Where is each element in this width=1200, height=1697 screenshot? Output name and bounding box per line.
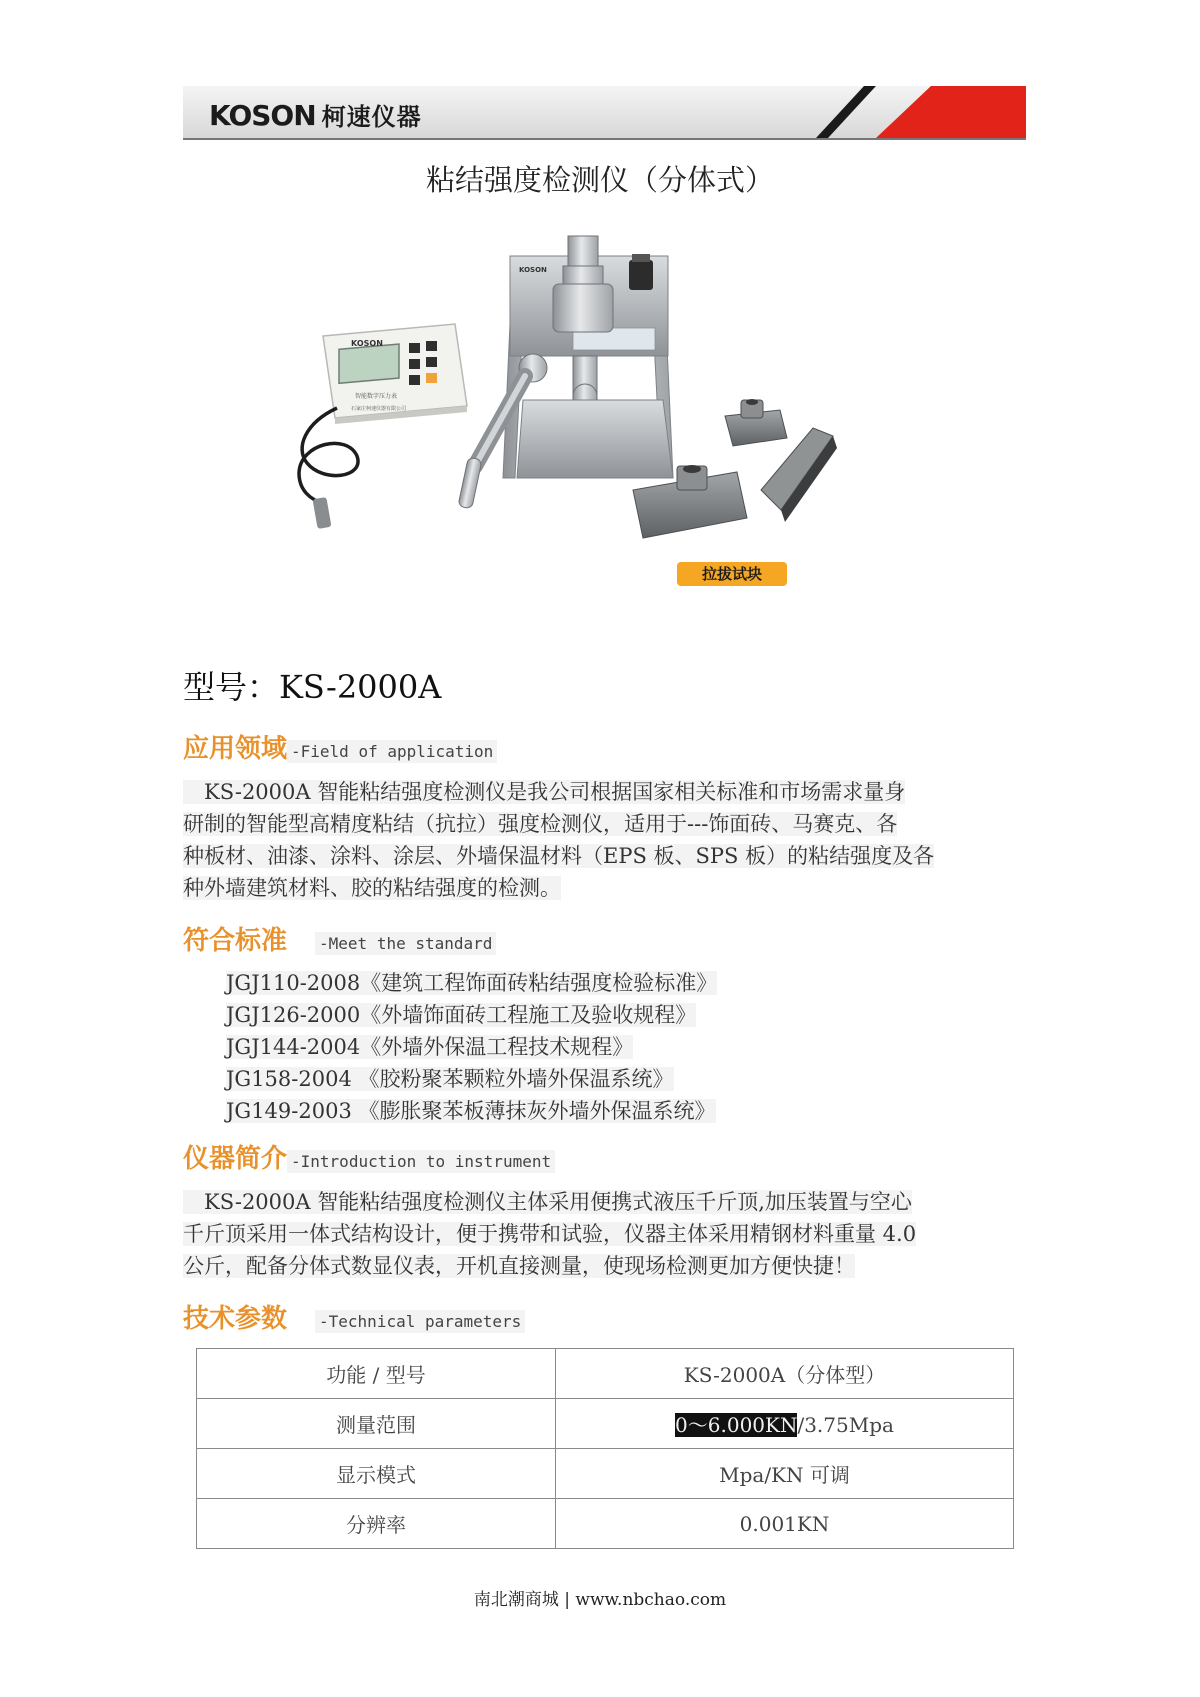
meter-maker: 石家庄柯速仪器有限公司 <box>351 406 407 412</box>
paragraph-line: 种板材、油漆、涂料、涂层、外墙保温材料（EPS 板、SPS 板）的粘结强度及各 <box>183 844 935 868</box>
section-standard-heading <box>183 920 496 957</box>
paragraph-line: 公斤，配备分体式数显仪表，开机直接测量，使现场检测更加方便快捷！ <box>183 1254 855 1278</box>
document-title: 粘结强度检测仪（分体式） <box>425 163 774 197</box>
standard-item: JGJ126-2000《外墙饰面砖工程施工及验收规程》 <box>226 1003 697 1027</box>
range-suffix: /3.75Mpa <box>797 1413 894 1437</box>
paragraph-line: 千斤顶采用一体式结构设计，便于携带和试验，仪器主体采用精钢材料重量 4.0 <box>183 1222 917 1246</box>
section-title-cn: 技术参数 <box>183 1304 288 1334</box>
table-cell-label: 功能 / 型号 <box>197 1349 556 1399</box>
table-cell-label: 显示模式 <box>197 1449 556 1499</box>
section-title-en: -Technical parameters <box>315 1310 525 1333</box>
paragraph-line: KS-2000A 智能粘结强度检测仪主体采用便携式液压千斤顶,加压装置与空心 <box>183 1190 912 1214</box>
section-application-heading <box>183 728 497 765</box>
section-title-en: -Field of application <box>287 740 497 763</box>
table-cell-value: KS-2000A（分体型） <box>556 1349 1014 1399</box>
table-cell-value: 0.001KN <box>556 1499 1014 1549</box>
table-row <box>197 1399 1014 1449</box>
banner-red-stripe <box>876 86 1026 138</box>
section-title-en: -Meet the standard <box>315 932 496 955</box>
table-cell-value <box>556 1399 1014 1449</box>
table-row <box>197 1449 1014 1499</box>
footer-text: 南北潮商城 | www.nbchao.com <box>473 1590 727 1610</box>
standard-item: JG149-2003 《膨胀聚苯板薄抹灰外墙外保温系统》 <box>226 1099 716 1123</box>
standard-item: JG158-2004 《胶粉聚苯颗粒外墙外保温系统》 <box>226 1067 674 1091</box>
model-line: 型号：KS-2000A <box>183 668 442 706</box>
standard-list <box>226 967 717 1127</box>
section-application-body <box>183 776 1033 904</box>
logo-cn: 柯速仪器 <box>321 103 422 131</box>
paragraph-line: 研制的智能型高精度粘结（抗拉）强度检测仪，适用于---饰面砖、马赛克、各 <box>183 812 898 836</box>
table-cell-label: 分辨率 <box>197 1499 556 1549</box>
section-title-cn: 应用领域 <box>183 734 288 764</box>
section-introduction-heading <box>183 1138 555 1175</box>
banner-black-stripe <box>816 86 876 138</box>
meter-caption: 智能数字压力表 <box>355 393 398 400</box>
header-banner <box>183 86 1026 140</box>
company-logo <box>209 97 422 132</box>
table-cell-value: Mpa/KN 可调 <box>556 1449 1014 1499</box>
paragraph-line: 种外墙建筑材料、胶的粘结强度的检测。 <box>183 876 561 900</box>
digital-meter <box>299 324 467 529</box>
technical-parameters-table <box>196 1348 1014 1549</box>
tester-frame <box>458 236 673 509</box>
section-technical-heading <box>183 1298 525 1335</box>
frame-logo: KOSON <box>519 266 547 274</box>
highlighted-range: 0～6.000KN <box>675 1413 798 1437</box>
test-block-badge <box>677 562 787 586</box>
table-row <box>197 1499 1014 1549</box>
meter-logo: KOSON <box>351 339 383 348</box>
section-title-en: -Introduction to instrument <box>287 1150 555 1173</box>
table-cell-label: 测量范围 <box>197 1399 556 1449</box>
table-row <box>197 1349 1014 1399</box>
paragraph-line: KS-2000A 智能粘结强度检测仪是我公司根据国家相关标准和市场需求量身 <box>183 780 906 804</box>
logo-en: KOSON <box>209 99 316 132</box>
standard-item: JGJ144-2004《外墙外保温工程技术规程》 <box>226 1035 634 1059</box>
section-introduction-body <box>183 1186 1033 1282</box>
badge-label: 拉拔试块 <box>701 565 763 583</box>
section-title-cn: 符合标准 <box>183 926 288 956</box>
standard-item: JGJ110-2008《建筑工程饰面砖粘结强度检验标准》 <box>226 971 718 995</box>
product-image <box>285 228 925 648</box>
section-title-cn: 仪器简介 <box>183 1144 288 1174</box>
